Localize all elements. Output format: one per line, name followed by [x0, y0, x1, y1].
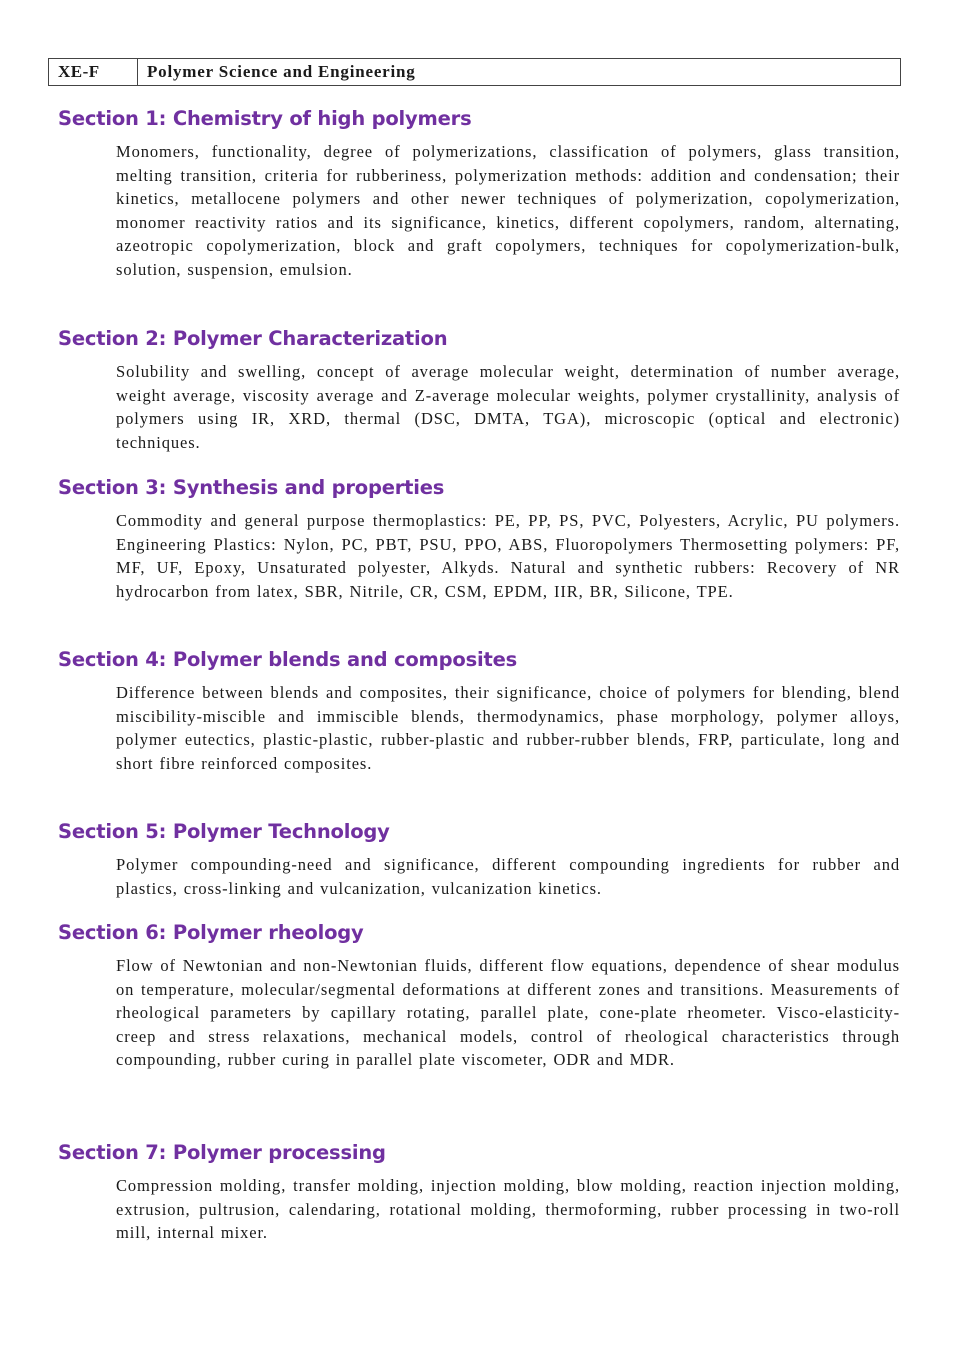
- section-heading: Section 1: Chemistry of high polymers: [58, 107, 472, 130]
- subject-title: Polymer Science and Engineering: [147, 62, 416, 81]
- section-heading: Section 4: Polymer blends and composites: [58, 648, 518, 671]
- section-body: Compression molding, transfer molding, injection molding, blow molding, reaction injection molding, extrusion, pultrusion, calendaring, rotational molding, thermoforming, rubber processing in two-roll mill, internal mixer.: [116, 1176, 900, 1243]
- section-body: Commodity and general purpose thermoplastics: PE, PP, PS, PVC, Polyesters, Acrylic, PU polymers. Engineering Plastics: Nylon, PC, PBT, PSU, PPO, ABS, Fluoropolymers Thermosetting polymers: PF, MF, UF, Epoxy, Unsaturated polyester, Alkyds. Natural and synthetic rubbers: Recovery of NR hydrocarbon from latex, SBR, Nitrile, CR, CSM, EPDM, IIR, BR, Silicone, TPE.: [116, 511, 900, 601]
- section-body: Difference between blends and composites, their significance, choice of polymers for blending, blend miscibility-miscible and immiscible blends, thermodynamics, phase morphology, polymer alloys, polymer eutectics, plastic-plastic, rubber-plastic and rubber-rubber blends, FRP, particulate, long and short fibre reinforced composites.: [116, 683, 900, 773]
- section-heading: Section 3: Synthesis and properties: [58, 476, 445, 499]
- section-body: Monomers, functionality, degree of polymerizations, classification of polymers, glass transition, melting transition, criteria for rubberiness, polymerization methods: addition and condensation; their kinetics, metallocene polymers and other newer techniques of polymerization, copolymerization, monomer reactivity ratios and its significance, kinetics, different copolymers, random, alternating, azeotropic copolymerization, block and graft copolymers, techniques for copolymerization-bulk, solution, suspension, emulsion.: [116, 142, 900, 279]
- section-heading: Section 2: Polymer Characterization: [58, 327, 448, 350]
- section-heading: Section 6: Polymer rheology: [58, 921, 364, 944]
- section-body: Polymer compounding-need and significance, different compounding ingredients for rubber and plastics, cross-linking and vulcanization, vulcanization kinetics.: [116, 855, 900, 898]
- subject-header-table: [48, 58, 901, 86]
- section-body: Flow of Newtonian and non-Newtonian fluids, different flow equations, dependence of shear modulus on temperature, molecular/segmental deformations at different zones and transitions. Measurements of rheological parameters by capillary rotating, parallel plate, cone-plate rheometer. Visco-elasticity-creep and stress relaxations, mechanical models, control of rheological characteristics through compounding, rubber curing in parallel plate viscometer, ODR and MDR.: [116, 956, 900, 1070]
- section-heading: Section 7: Polymer processing: [58, 1141, 386, 1164]
- subject-code: XE-F: [49, 59, 138, 85]
- section-heading: Section 5: Polymer Technology: [58, 820, 390, 843]
- section-body: Solubility and swelling, concept of average molecular weight, determination of number average, weight average, viscosity average and Z-average molecular weights, polymer crystallinity, analysis of polymers using IR, XRD, thermal (DSC, DMTA, TGA), microscopic (optical and electronic) techniques.: [116, 362, 900, 452]
